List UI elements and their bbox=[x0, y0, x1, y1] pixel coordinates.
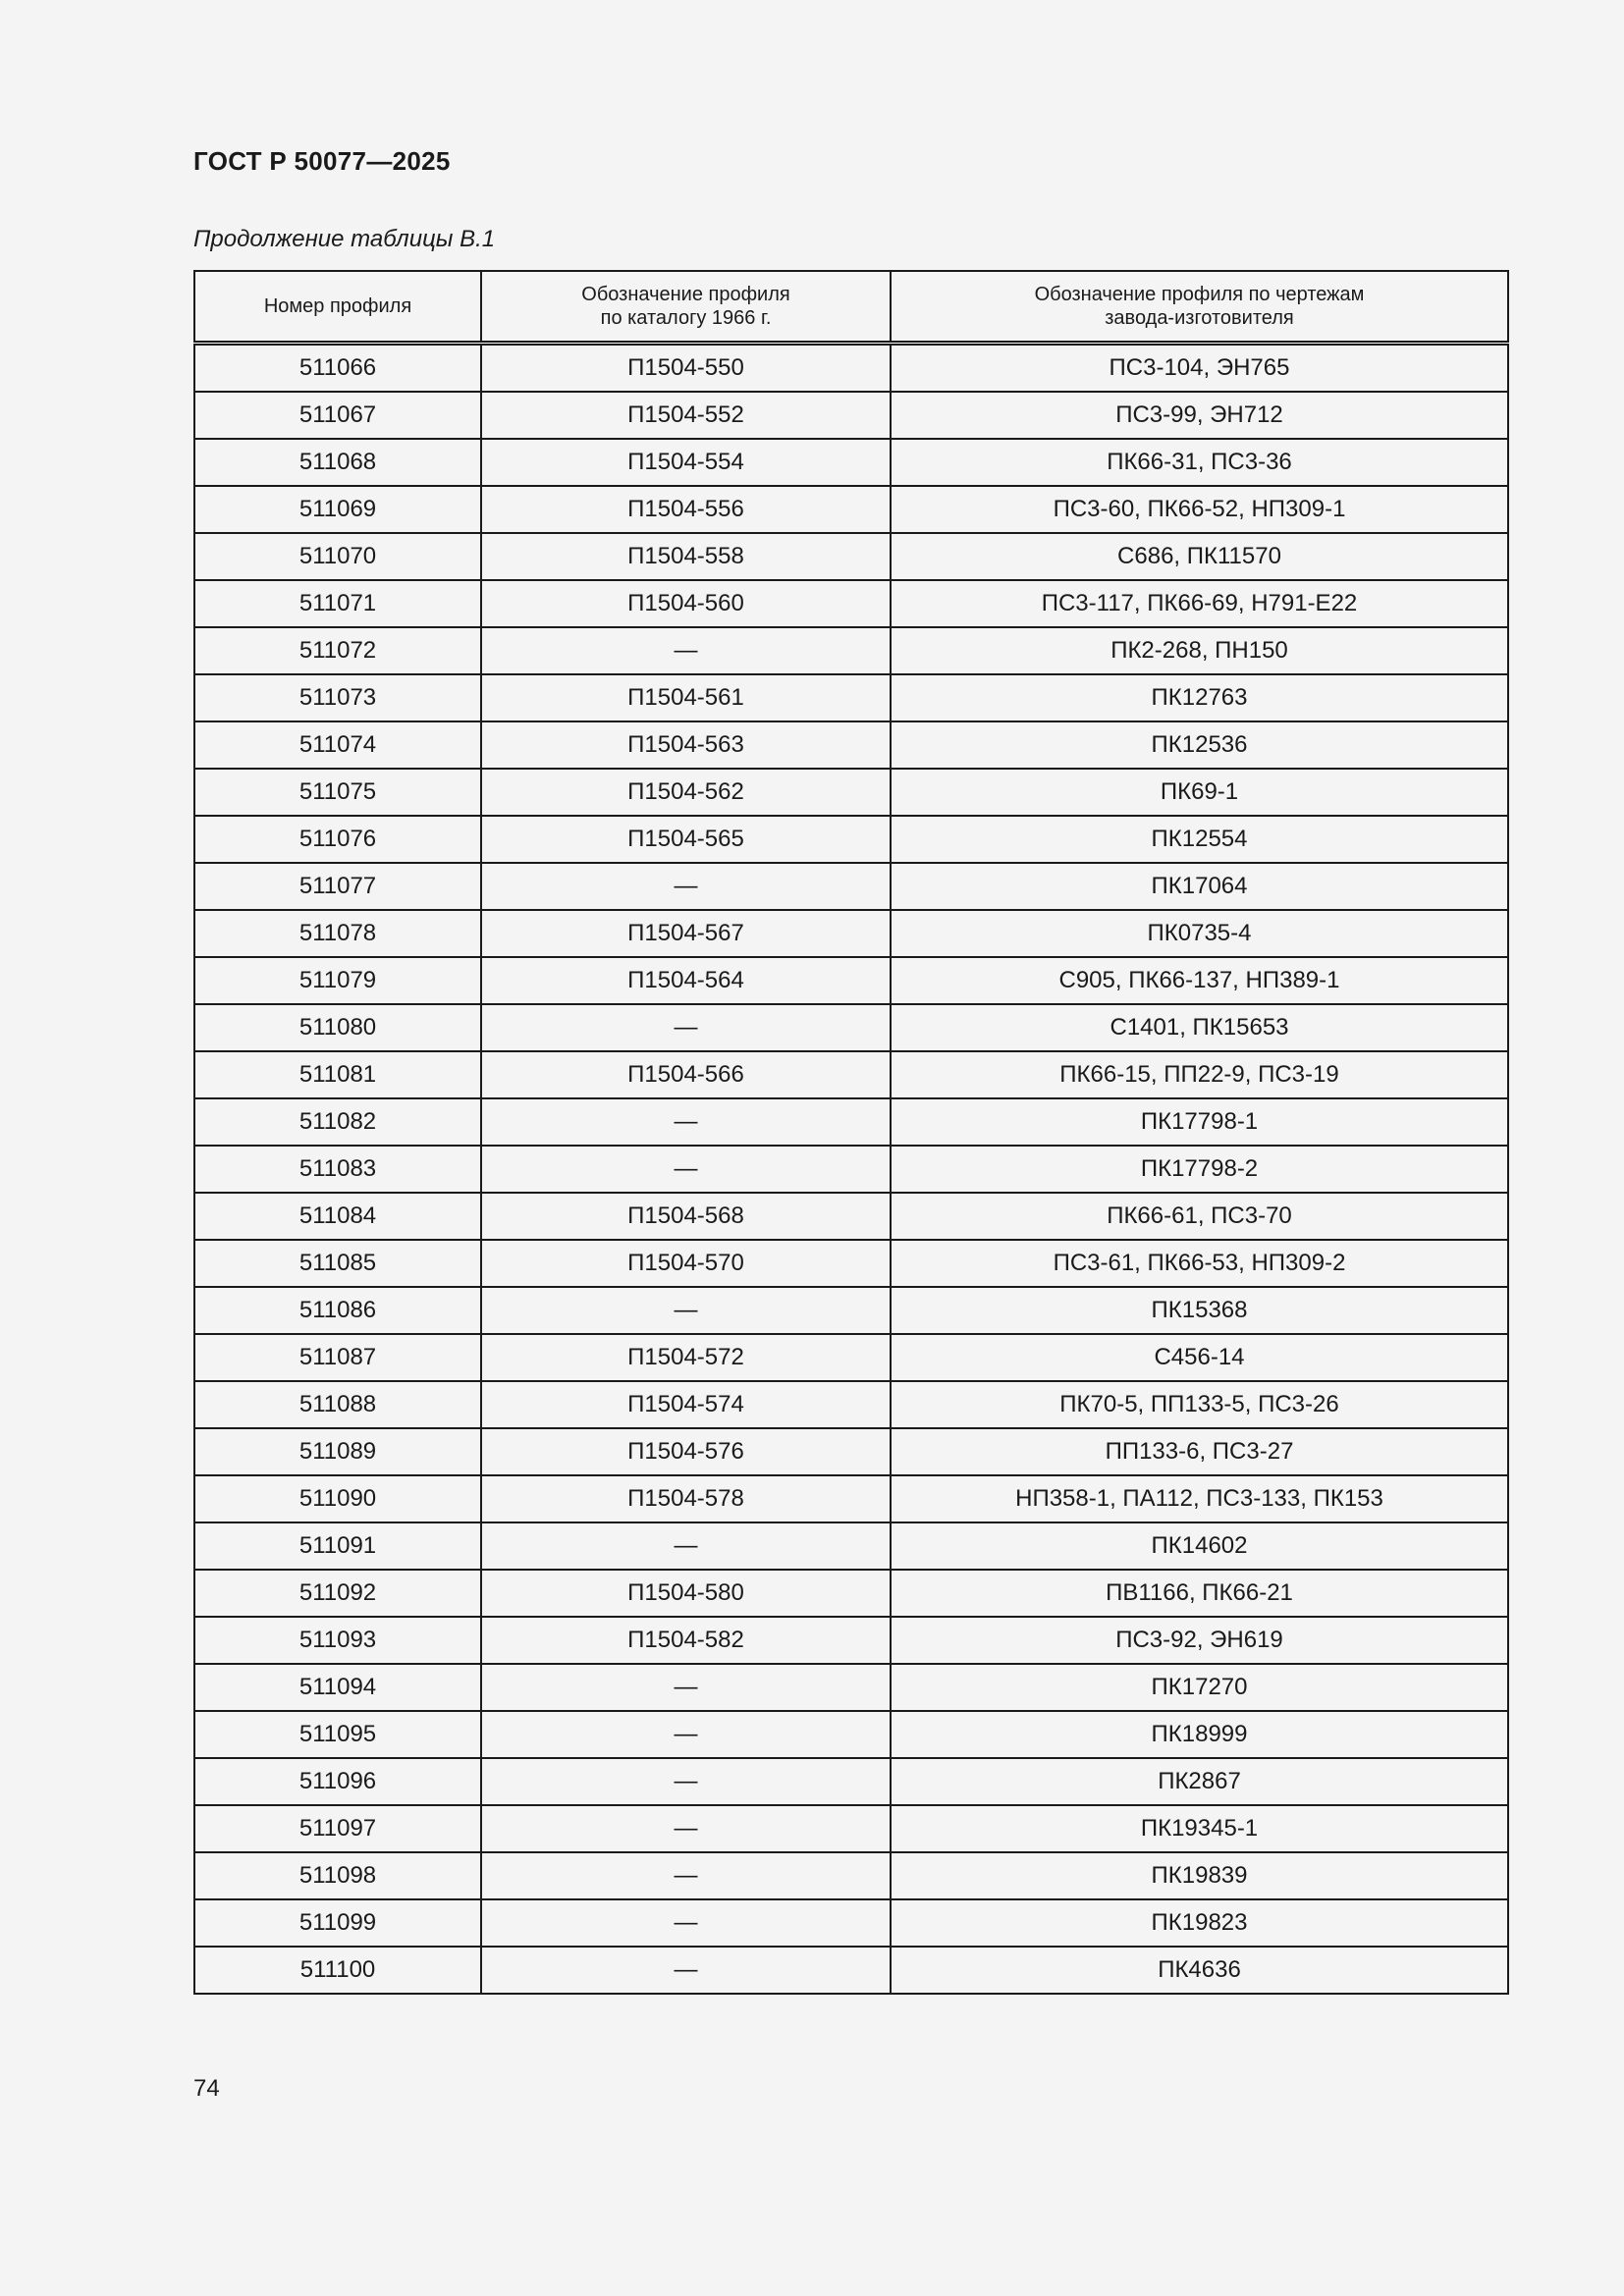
cell-catalog-designation: — bbox=[481, 1664, 891, 1711]
cell-profile-number: 511078 bbox=[194, 910, 481, 957]
cell-drawing-designation: ПК17798-2 bbox=[891, 1146, 1508, 1193]
cell-catalog-designation: — bbox=[481, 627, 891, 674]
cell-profile-number: 511082 bbox=[194, 1098, 481, 1146]
cell-drawing-designation: ПК19839 bbox=[891, 1852, 1508, 1899]
cell-drawing-designation: ПК2867 bbox=[891, 1758, 1508, 1805]
cell-profile-number: 511090 bbox=[194, 1475, 481, 1522]
table-row bbox=[194, 1570, 1508, 1617]
table-row bbox=[194, 1287, 1508, 1334]
table-row bbox=[194, 769, 1508, 816]
table-row bbox=[194, 1240, 1508, 1287]
cell-profile-number: 511095 bbox=[194, 1711, 481, 1758]
table-row bbox=[194, 1334, 1508, 1381]
cell-drawing-designation: ПС3-60, ПК66-52, НП309-1 bbox=[891, 486, 1508, 533]
cell-drawing-designation: ПК69-1 bbox=[891, 769, 1508, 816]
cell-drawing-designation: С1401, ПК15653 bbox=[891, 1004, 1508, 1051]
cell-profile-number: 511099 bbox=[194, 1899, 481, 1947]
cell-catalog-designation: — bbox=[481, 1287, 891, 1334]
table-row bbox=[194, 533, 1508, 580]
cell-catalog-designation: П1504-556 bbox=[481, 486, 891, 533]
cell-catalog-designation: П1504-574 bbox=[481, 1381, 891, 1428]
cell-catalog-designation: — bbox=[481, 1004, 891, 1051]
cell-catalog-designation: П1504-564 bbox=[481, 957, 891, 1004]
cell-profile-number: 511067 bbox=[194, 392, 481, 439]
table-header bbox=[194, 271, 1508, 344]
cell-catalog-designation: — bbox=[481, 863, 891, 910]
table-row bbox=[194, 1098, 1508, 1146]
page-number: 74 bbox=[193, 2075, 220, 2102]
cell-catalog-designation: П1504-580 bbox=[481, 1570, 891, 1617]
cell-profile-number: 511092 bbox=[194, 1570, 481, 1617]
cell-drawing-designation: ПС3-117, ПК66-69, Н791-Е22 bbox=[891, 580, 1508, 627]
table-row bbox=[194, 1146, 1508, 1193]
cell-drawing-designation: С686, ПК11570 bbox=[891, 533, 1508, 580]
column-header-drawing-designation bbox=[891, 271, 1508, 344]
table-row bbox=[194, 486, 1508, 533]
table-row bbox=[194, 1004, 1508, 1051]
cell-drawing-designation: ПК19823 bbox=[891, 1899, 1508, 1947]
cell-catalog-designation: — bbox=[481, 1852, 891, 1899]
cell-drawing-designation: ПС3-104, ЭН765 bbox=[891, 344, 1508, 393]
cell-drawing-designation: ПК17064 bbox=[891, 863, 1508, 910]
table-row bbox=[194, 674, 1508, 721]
cell-drawing-designation: ПК14602 bbox=[891, 1522, 1508, 1570]
cell-catalog-designation: — bbox=[481, 1758, 891, 1805]
cell-drawing-designation: ПК12536 bbox=[891, 721, 1508, 769]
table-row bbox=[194, 1899, 1508, 1947]
cell-drawing-designation: ПК4636 bbox=[891, 1947, 1508, 1994]
header-line: завода-изготовителя bbox=[1105, 307, 1294, 329]
cell-profile-number: 511083 bbox=[194, 1146, 481, 1193]
table-row bbox=[194, 439, 1508, 486]
cell-drawing-designation: НП358-1, ПА112, ПС3-133, ПК153 bbox=[891, 1475, 1508, 1522]
table-row bbox=[194, 1617, 1508, 1664]
cell-catalog-designation: — bbox=[481, 1098, 891, 1146]
cell-catalog-designation: — bbox=[481, 1805, 891, 1852]
cell-catalog-designation: П1504-552 bbox=[481, 392, 891, 439]
cell-catalog-designation: П1504-578 bbox=[481, 1475, 891, 1522]
table-row bbox=[194, 1758, 1508, 1805]
column-header-catalog-designation bbox=[481, 271, 891, 344]
cell-profile-number: 511081 bbox=[194, 1051, 481, 1098]
cell-catalog-designation: — bbox=[481, 1947, 891, 1994]
cell-drawing-designation: ПК2-268, ПН150 bbox=[891, 627, 1508, 674]
table-row bbox=[194, 1852, 1508, 1899]
table-caption: Продолжение таблицы В.1 bbox=[193, 226, 496, 252]
cell-catalog-designation: П1504-562 bbox=[481, 769, 891, 816]
cell-profile-number: 511071 bbox=[194, 580, 481, 627]
table-row bbox=[194, 1428, 1508, 1475]
cell-profile-number: 511097 bbox=[194, 1805, 481, 1852]
header-line: Номер профиля bbox=[263, 295, 412, 317]
cell-drawing-designation: ПК17798-1 bbox=[891, 1098, 1508, 1146]
cell-drawing-designation: ПК66-61, ПС3-70 bbox=[891, 1193, 1508, 1240]
table-row bbox=[194, 1381, 1508, 1428]
cell-profile-number: 511076 bbox=[194, 816, 481, 863]
cell-catalog-designation: П1504-568 bbox=[481, 1193, 891, 1240]
cell-drawing-designation: ПК0735-4 bbox=[891, 910, 1508, 957]
cell-profile-number: 511086 bbox=[194, 1287, 481, 1334]
cell-profile-number: 511094 bbox=[194, 1664, 481, 1711]
cell-drawing-designation: ПС3-92, ЭН619 bbox=[891, 1617, 1508, 1664]
cell-catalog-designation: — bbox=[481, 1711, 891, 1758]
header-line: Обозначение профиля по чертежам bbox=[1034, 284, 1365, 305]
table-row bbox=[194, 1805, 1508, 1852]
cell-drawing-designation: ПК12554 bbox=[891, 816, 1508, 863]
cell-drawing-designation: ПС3-99, ЭН712 bbox=[891, 392, 1508, 439]
cell-drawing-designation: ПК66-31, ПС3-36 bbox=[891, 439, 1508, 486]
cell-profile-number: 511096 bbox=[194, 1758, 481, 1805]
table-row bbox=[194, 392, 1508, 439]
table-row bbox=[194, 816, 1508, 863]
table-row bbox=[194, 1051, 1508, 1098]
cell-drawing-designation: ПВ1166, ПК66-21 bbox=[891, 1570, 1508, 1617]
cell-profile-number: 511077 bbox=[194, 863, 481, 910]
cell-profile-number: 511075 bbox=[194, 769, 481, 816]
table-row bbox=[194, 863, 1508, 910]
table-row bbox=[194, 910, 1508, 957]
cell-profile-number: 511072 bbox=[194, 627, 481, 674]
cell-profile-number: 511066 bbox=[194, 344, 481, 393]
profiles-table bbox=[193, 270, 1509, 1995]
table-row bbox=[194, 627, 1508, 674]
cell-catalog-designation: — bbox=[481, 1146, 891, 1193]
table-row bbox=[194, 1193, 1508, 1240]
cell-drawing-designation: С905, ПК66-137, НП389-1 bbox=[891, 957, 1508, 1004]
cell-profile-number: 511093 bbox=[194, 1617, 481, 1664]
table-row bbox=[194, 580, 1508, 627]
cell-profile-number: 511089 bbox=[194, 1428, 481, 1475]
cell-profile-number: 511074 bbox=[194, 721, 481, 769]
cell-drawing-designation: ПК17270 bbox=[891, 1664, 1508, 1711]
cell-profile-number: 511084 bbox=[194, 1193, 481, 1240]
cell-profile-number: 511079 bbox=[194, 957, 481, 1004]
document-header: ГОСТ Р 50077—2025 bbox=[193, 146, 451, 176]
cell-profile-number: 511100 bbox=[194, 1947, 481, 1994]
cell-catalog-designation: П1504-560 bbox=[481, 580, 891, 627]
cell-catalog-designation: — bbox=[481, 1899, 891, 1947]
header-line: Обозначение профиля bbox=[581, 284, 790, 305]
cell-profile-number: 511087 bbox=[194, 1334, 481, 1381]
header-line: по каталогу 1966 г. bbox=[600, 307, 772, 329]
cell-catalog-designation: П1504-563 bbox=[481, 721, 891, 769]
cell-catalog-designation: П1504-566 bbox=[481, 1051, 891, 1098]
header-row bbox=[194, 271, 1508, 344]
table-row bbox=[194, 1711, 1508, 1758]
table-row bbox=[194, 1522, 1508, 1570]
cell-drawing-designation: ПК15368 bbox=[891, 1287, 1508, 1334]
cell-drawing-designation: ПС3-61, ПК66-53, НП309-2 bbox=[891, 1240, 1508, 1287]
cell-drawing-designation: ПП133-6, ПС3-27 bbox=[891, 1428, 1508, 1475]
cell-catalog-designation: П1504-561 bbox=[481, 674, 891, 721]
cell-profile-number: 511088 bbox=[194, 1381, 481, 1428]
table-row bbox=[194, 1664, 1508, 1711]
cell-profile-number: 511098 bbox=[194, 1852, 481, 1899]
table-row bbox=[194, 721, 1508, 769]
table-row bbox=[194, 1947, 1508, 1994]
cell-profile-number: 511085 bbox=[194, 1240, 481, 1287]
cell-catalog-designation: П1504-572 bbox=[481, 1334, 891, 1381]
table-row bbox=[194, 1475, 1508, 1522]
table-row bbox=[194, 344, 1508, 393]
column-header-profile-number bbox=[194, 271, 481, 344]
table-row bbox=[194, 957, 1508, 1004]
cell-catalog-designation: — bbox=[481, 1522, 891, 1570]
cell-catalog-designation: П1504-550 bbox=[481, 344, 891, 393]
cell-drawing-designation: ПК19345-1 bbox=[891, 1805, 1508, 1852]
cell-drawing-designation: ПК12763 bbox=[891, 674, 1508, 721]
cell-drawing-designation: ПК18999 bbox=[891, 1711, 1508, 1758]
cell-profile-number: 511091 bbox=[194, 1522, 481, 1570]
cell-profile-number: 511080 bbox=[194, 1004, 481, 1051]
table-body bbox=[194, 344, 1508, 1995]
cell-catalog-designation: П1504-582 bbox=[481, 1617, 891, 1664]
cell-drawing-designation: ПК66-15, ПП22-9, ПС3-19 bbox=[891, 1051, 1508, 1098]
cell-profile-number: 511069 bbox=[194, 486, 481, 533]
cell-profile-number: 511070 bbox=[194, 533, 481, 580]
cell-drawing-designation: С456-14 bbox=[891, 1334, 1508, 1381]
cell-catalog-designation: П1504-570 bbox=[481, 1240, 891, 1287]
cell-drawing-designation: ПК70-5, ПП133-5, ПС3-26 bbox=[891, 1381, 1508, 1428]
cell-catalog-designation: П1504-554 bbox=[481, 439, 891, 486]
cell-profile-number: 511073 bbox=[194, 674, 481, 721]
cell-profile-number: 511068 bbox=[194, 439, 481, 486]
cell-catalog-designation: П1504-576 bbox=[481, 1428, 891, 1475]
cell-catalog-designation: П1504-567 bbox=[481, 910, 891, 957]
cell-catalog-designation: П1504-558 bbox=[481, 533, 891, 580]
cell-catalog-designation: П1504-565 bbox=[481, 816, 891, 863]
